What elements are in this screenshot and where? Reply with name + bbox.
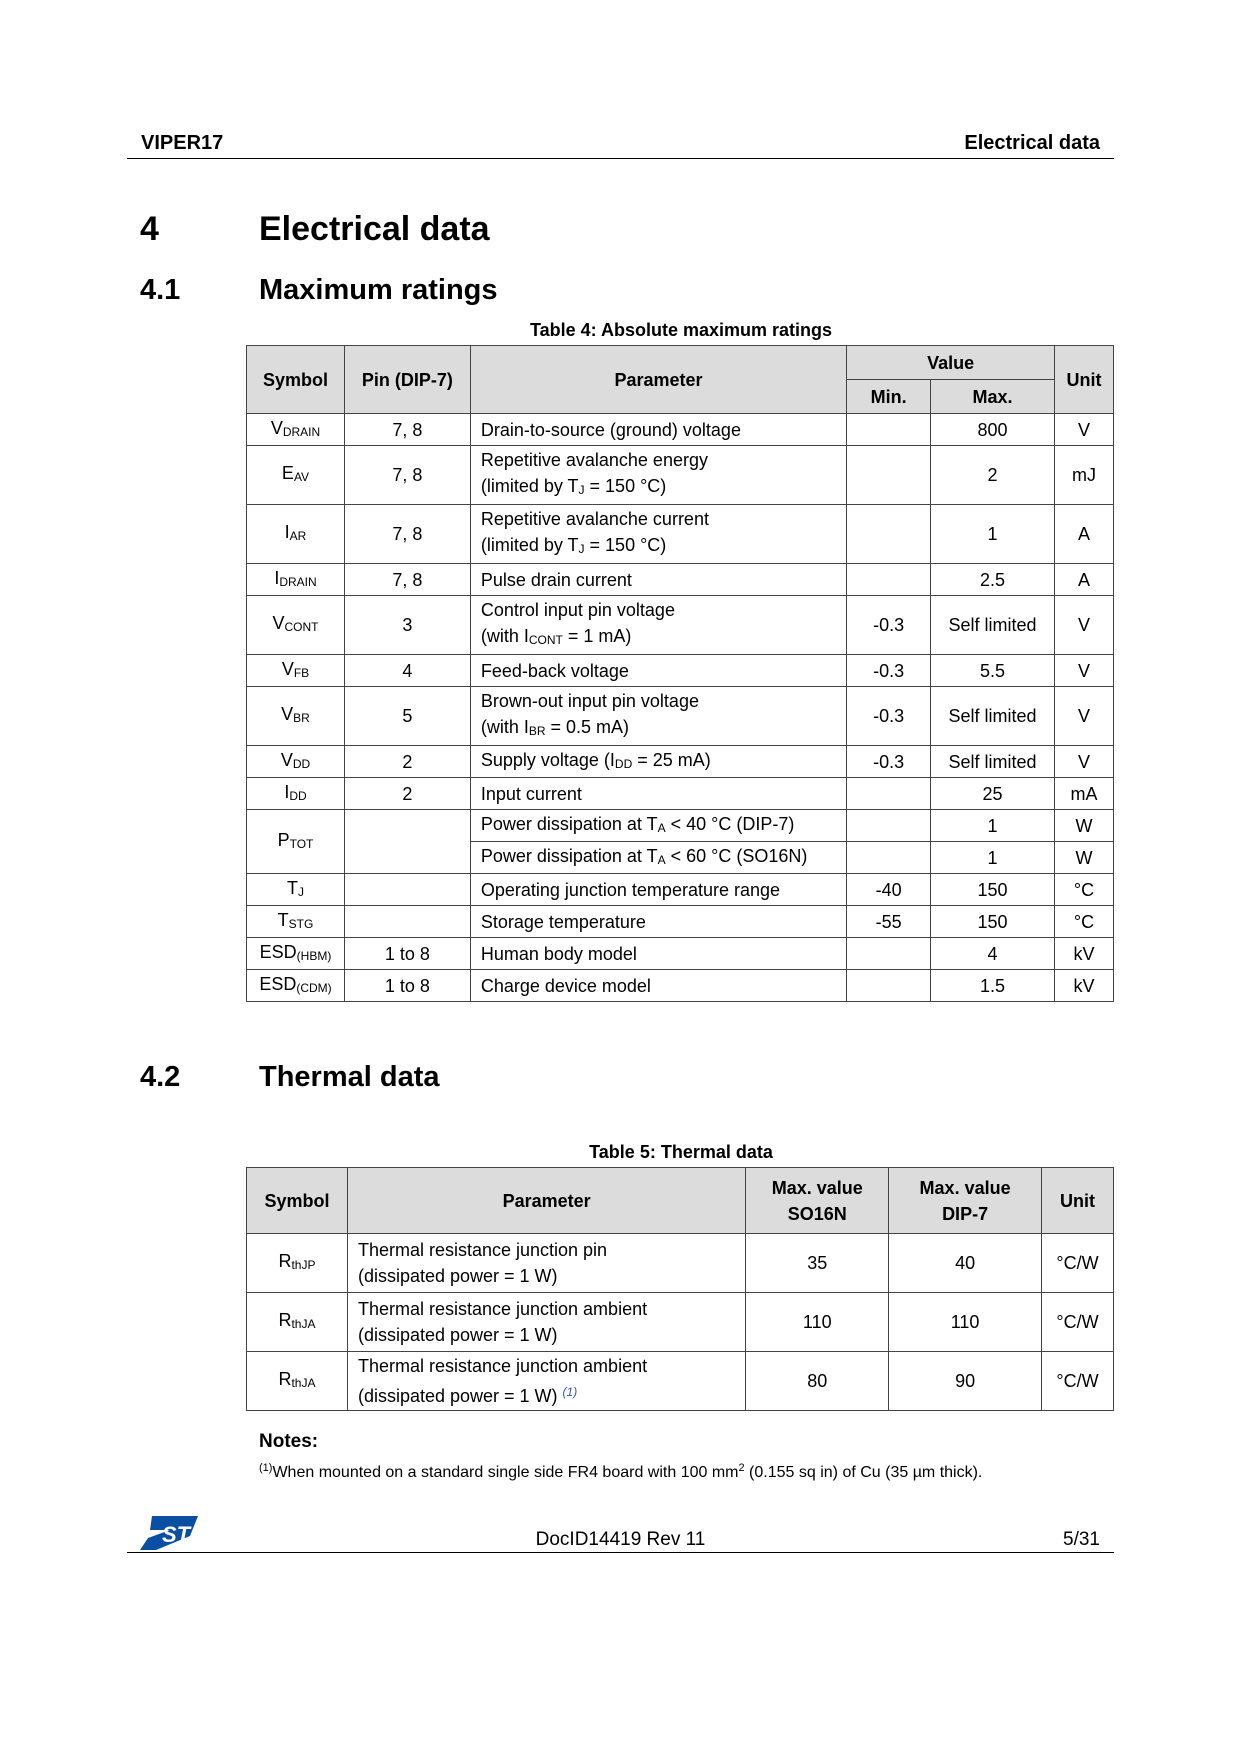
pin-cell: 1 to 8 <box>344 938 470 970</box>
table-row <box>247 505 1114 564</box>
parameter-cell: Human body model <box>470 938 846 970</box>
page-number: 5/31 <box>1063 1529 1100 1550</box>
max-cell: 1.5 <box>931 970 1055 1002</box>
header-product: VIPER17 <box>141 132 224 154</box>
unit-cell: kV <box>1054 938 1113 970</box>
unit-cell: °C/W <box>1041 1293 1113 1352</box>
table-row <box>247 970 1114 1002</box>
min-cell <box>847 564 931 596</box>
parameter-cell: Thermal resistance junction pin (dissipated power = 1 W) <box>347 1234 745 1293</box>
table-row <box>247 1352 1114 1411</box>
symbol-cell: VDD <box>247 746 345 778</box>
symbol-cell: EAV <box>247 446 345 505</box>
unit-cell: V <box>1054 596 1113 655</box>
parameter-cell: Thermal resistance junction ambient (dissipated power = 1 W) <box>347 1293 745 1352</box>
parameter-cell: Supply voltage (IDD = 25 mA) <box>470 746 846 778</box>
section-4-title: Electrical data <box>259 210 490 248</box>
symbol-cell: ESD(CDM) <box>247 970 345 1002</box>
header-unit: Unit <box>1054 346 1113 414</box>
table-5-caption: Table 5: Thermal data <box>589 1142 773 1162</box>
table-row <box>247 1234 1114 1293</box>
symbol-cell: RthJA <box>247 1352 348 1411</box>
unit-cell: °C/W <box>1041 1352 1113 1411</box>
min-cell: -0.3 <box>847 746 931 778</box>
max-cell: 1 <box>931 810 1055 842</box>
header-max: Max. <box>931 380 1055 414</box>
table-row <box>247 596 1114 655</box>
unit-cell: V <box>1054 687 1113 746</box>
table-row <box>247 564 1114 596</box>
symbol-cell: IAR <box>247 505 345 564</box>
so16n-cell: 80 <box>746 1352 889 1411</box>
pin-cell: 7, 8 <box>344 446 470 505</box>
pin-cell <box>344 874 470 906</box>
max-cell: 25 <box>931 778 1055 810</box>
pin-cell: 7, 8 <box>344 564 470 596</box>
parameter-cell: Storage temperature <box>470 906 846 938</box>
header-parameter: Parameter <box>470 346 846 414</box>
parameter-cell: Feed-back voltage <box>470 655 846 687</box>
table-row <box>247 938 1114 970</box>
so16n-cell: 110 <box>746 1293 889 1352</box>
table-row <box>247 446 1114 505</box>
table-row <box>247 810 1114 842</box>
dip7-cell: 40 <box>889 1234 1042 1293</box>
unit-cell: mA <box>1054 778 1113 810</box>
unit-cell: A <box>1054 564 1113 596</box>
section-42-title: Thermal data <box>259 1061 440 1093</box>
unit-cell: V <box>1054 414 1113 446</box>
unit-cell: A <box>1054 505 1113 564</box>
min-cell: -0.3 <box>847 655 931 687</box>
header-max-so16n: Max. value SO16N <box>746 1168 889 1234</box>
symbol-cell: TJ <box>247 874 345 906</box>
footnote-ref-link[interactable]: (1) <box>562 1385 578 1399</box>
symbol-cell: VFB <box>247 655 345 687</box>
pin-cell: 5 <box>344 687 470 746</box>
symbol-cell: VBR <box>247 687 345 746</box>
unit-cell: V <box>1054 655 1113 687</box>
symbol-cell: VDRAIN <box>247 414 345 446</box>
unit-cell: mJ <box>1054 446 1113 505</box>
min-cell <box>847 778 931 810</box>
parameter-cell: Power dissipation at TA < 60 °C (SO16N) <box>470 842 846 874</box>
section-41-title: Maximum ratings <box>259 274 498 306</box>
absolute-maximum-ratings-table <box>246 345 1114 1002</box>
symbol-cell: IDRAIN <box>247 564 345 596</box>
unit-cell: W <box>1054 842 1113 874</box>
table-row <box>247 655 1114 687</box>
header-pin: Pin (DIP-7) <box>344 346 470 414</box>
unit-cell: V <box>1054 746 1113 778</box>
max-cell: Self limited <box>931 687 1055 746</box>
min-cell <box>847 970 931 1002</box>
symbol-cell: ESD(HBM) <box>247 938 345 970</box>
table-row <box>247 906 1114 938</box>
unit-cell: kV <box>1054 970 1113 1002</box>
max-cell: 1 <box>931 842 1055 874</box>
parameter-cell: Repetitive avalanche energy (limited by TJ = 150 °C) <box>470 446 846 505</box>
unit-cell: °C/W <box>1041 1234 1113 1293</box>
header-min: Min. <box>847 380 931 414</box>
max-cell: Self limited <box>931 746 1055 778</box>
min-cell <box>847 446 931 505</box>
unit-cell: °C <box>1054 906 1113 938</box>
max-cell: 5.5 <box>931 655 1055 687</box>
dip7-cell: 90 <box>889 1352 1042 1411</box>
section-42-number: 4.2 <box>140 1061 181 1093</box>
min-cell: -0.3 <box>847 687 931 746</box>
header-section: Electrical data <box>964 132 1100 154</box>
thermal-data-table <box>246 1167 1114 1411</box>
parameter-cell: Power dissipation at TA < 40 °C (DIP-7) <box>470 810 846 842</box>
min-cell: -40 <box>847 874 931 906</box>
symbol-cell: TSTG <box>247 906 345 938</box>
pin-cell: 2 <box>344 746 470 778</box>
pin-cell: 4 <box>344 655 470 687</box>
table-row <box>247 1293 1114 1352</box>
notes-title: Notes: <box>259 1431 319 1452</box>
parameter-cell: Control input pin voltage (with ICONT = 1 mA) <box>470 596 846 655</box>
dip7-cell: 110 <box>889 1293 1042 1352</box>
max-cell: 4 <box>931 938 1055 970</box>
pin-cell: 1 to 8 <box>344 970 470 1002</box>
max-cell: 150 <box>931 874 1055 906</box>
document-id: DocID14419 Rev 11 <box>535 1529 706 1550</box>
min-cell <box>847 938 931 970</box>
table-row <box>247 778 1114 810</box>
page-footer <box>127 1526 1114 1553</box>
parameter-cell: Drain-to-source (ground) voltage <box>470 414 846 446</box>
min-cell <box>847 810 931 842</box>
symbol-cell: VCONT <box>247 596 345 655</box>
table-row <box>247 746 1114 778</box>
table-4-caption: Table 4: Absolute maximum ratings <box>529 320 833 340</box>
pin-cell: 2 <box>344 778 470 810</box>
symbol-cell: RthJA <box>247 1293 348 1352</box>
unit-cell: W <box>1054 810 1113 842</box>
parameter-cell: Operating junction temperature range <box>470 874 846 906</box>
pin-cell <box>344 810 470 874</box>
symbol-cell: IDD <box>247 778 345 810</box>
pin-cell: 7, 8 <box>344 414 470 446</box>
max-cell: 800 <box>931 414 1055 446</box>
table-row <box>247 687 1114 746</box>
header-max-dip7: Max. value DIP-7 <box>889 1168 1042 1234</box>
parameter-cell: Input current <box>470 778 846 810</box>
table-row <box>247 414 1114 446</box>
symbol-cell: PTOT <box>247 810 345 874</box>
parameter-cell: Pulse drain current <box>470 564 846 596</box>
header-parameter: Parameter <box>347 1168 745 1234</box>
pin-cell <box>344 906 470 938</box>
section-4-number: 4 <box>140 210 159 248</box>
min-cell <box>847 414 931 446</box>
symbol-cell: RthJP <box>247 1234 348 1293</box>
header-unit: Unit <box>1041 1168 1113 1234</box>
min-cell <box>847 842 931 874</box>
st-logo-text: ST <box>162 1522 191 1547</box>
min-cell: -55 <box>847 906 931 938</box>
max-cell: 2 <box>931 446 1055 505</box>
parameter-cell: Brown-out input pin voltage (with IBR = 0.5 mA) <box>470 687 846 746</box>
parameter-cell: Thermal resistance junction ambient (dissipated power = 1 W) $^{(1)}$ <box>347 1352 745 1411</box>
max-cell: 1 <box>931 505 1055 564</box>
pin-cell: 7, 8 <box>344 505 470 564</box>
header-symbol: Symbol <box>247 346 345 414</box>
note-1: $^{(1)}$When mounted on a standard single side FR4 board with 100 $mm^2$ (0.155 sq in) of Cu (35 µm thick). <box>259 1462 983 1481</box>
header-value: Value <box>847 346 1055 380</box>
max-cell: 150 <box>931 906 1055 938</box>
parameter-cell: Charge device model <box>470 970 846 1002</box>
min-cell <box>847 505 931 564</box>
parameter-cell: Repetitive avalanche current (limited by TJ = 150 °C) <box>470 505 846 564</box>
header-symbol: Symbol <box>247 1168 348 1234</box>
pin-cell: 3 <box>344 596 470 655</box>
section-41-number: 4.1 <box>140 274 181 306</box>
max-cell: 2.5 <box>931 564 1055 596</box>
min-cell: -0.3 <box>847 596 931 655</box>
unit-cell: °C <box>1054 874 1113 906</box>
table-row <box>247 874 1114 906</box>
page-header <box>127 130 1114 159</box>
max-cell: Self limited <box>931 596 1055 655</box>
so16n-cell: 35 <box>746 1234 889 1293</box>
